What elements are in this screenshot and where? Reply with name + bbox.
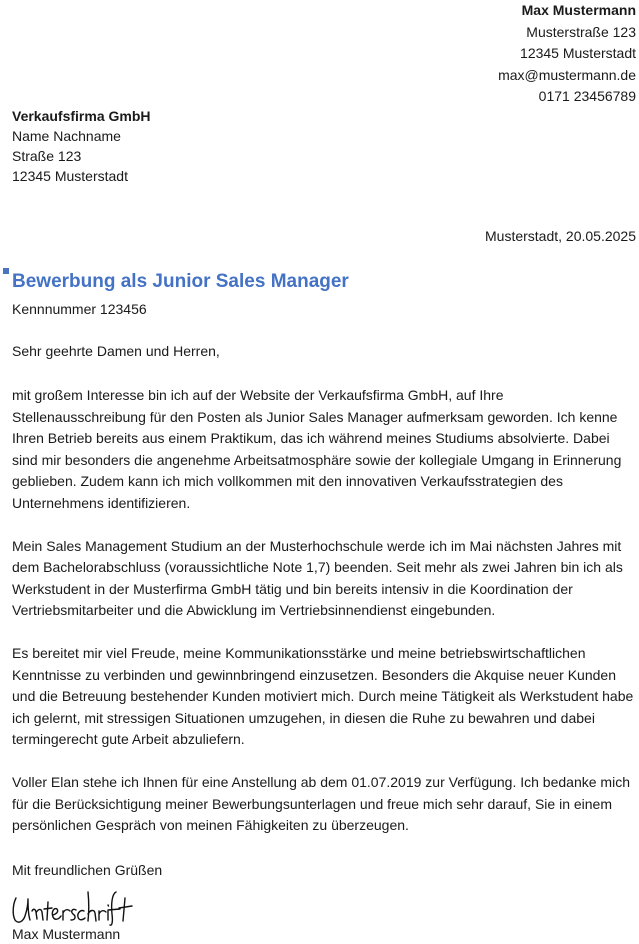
recipient-contact: Name Nachname — [12, 128, 121, 144]
sender-street: Musterstraße 123 — [526, 23, 636, 40]
body-paragraph: Es bereitet mir viel Freude, meine Kommunikationsstärke und meine betriebswirtschaftlichen Kenntnisse zu verbinden und gewinnbringend einzusetzen. Besonders die Akquise neuer Kunden und die Betreuung bestehender Kunden motiviert mich. Durch meine Tätigkeit als Werkstudent habe ich gelernt, mit stressigen Situationen umzugehen, in diesen die Ruhe zu bewahren und dabei termingerecht gute Arbeit abzuliefern. — [12, 645, 634, 747]
handwritten-signature — [10, 884, 135, 926]
sender-city: 12345 Musterstadt — [520, 45, 636, 61]
body-paragraph: mit großem Interesse bin ich auf der Website der Verkaufsfirma GmbH, auf Ihre Stellenausschreibung für den Posten als Junior Sales Manager aufmerksam geworden. Ich kenne Ihren Betrieb bereits aus einem Praktikum, das ich während meines Studiums absolvierte. Dabei sind mir besonders die angenehme Arbeitsatmosphäre sowie der kollegiale Umgang in Erinnerung geblieben. Zudem kann ich mich vollkommen mit den innovativen Verkaufsstrategien des Unternehmens identifizieren. — [12, 387, 622, 511]
closing-phrase: Mit freundlichen Grüßen — [12, 862, 163, 878]
recipient-company: Verkaufsfirma GmbH — [12, 108, 151, 124]
letter-body — [12, 385, 636, 858]
recipient-street: Straße 123 — [12, 148, 82, 164]
sender-name: Max Mustermann — [521, 2, 636, 18]
letter-subject: Bewerbung als Junior Sales Manager — [12, 271, 349, 292]
salutation: Sehr geehrte Damen und Herren, — [12, 343, 220, 359]
subject-marker — [3, 268, 9, 274]
recipient-city: 12345 Musterstadt — [12, 168, 128, 184]
sender-email: max@mustermann.de — [498, 66, 636, 83]
letter-date: Musterstadt, 20.05.2025 — [485, 228, 636, 244]
reference-number: Kennnummer 123456 — [12, 301, 147, 317]
body-paragraph: Mein Sales Management Studium an der Musterhochschule werde ich im Mai nächsten Jahres mit dem Bachelorabschluss (voraussichtliche Note 1,7) beenden. Seit mehr als zwei Jahren bin ich als Werkstudent in der Musterfirma GmbH tätig und bin bereits intensiv in die Koordination der Vertriebsmitarbeiter und die Abwicklung im Vertriebsinnendienst eingebunden. — [12, 537, 623, 618]
recipient-block — [12, 106, 151, 186]
sender-block — [498, 0, 636, 108]
body-paragraph: Voller Elan stehe ich Ihnen für eine Anstellung ab dem 01.07.2019 zur Verfügung. Ich bedanke mich für die Berücksichtigung meiner Bewerbungsunterlagen und freue mich sehr darauf, Sie in einem persönlichen Gespräch von meinen Fähigkeiten zu überzeugen. — [12, 774, 630, 833]
signed-name: Max Mustermann — [12, 926, 121, 942]
sender-phone: 0171 23456789 — [538, 88, 636, 104]
